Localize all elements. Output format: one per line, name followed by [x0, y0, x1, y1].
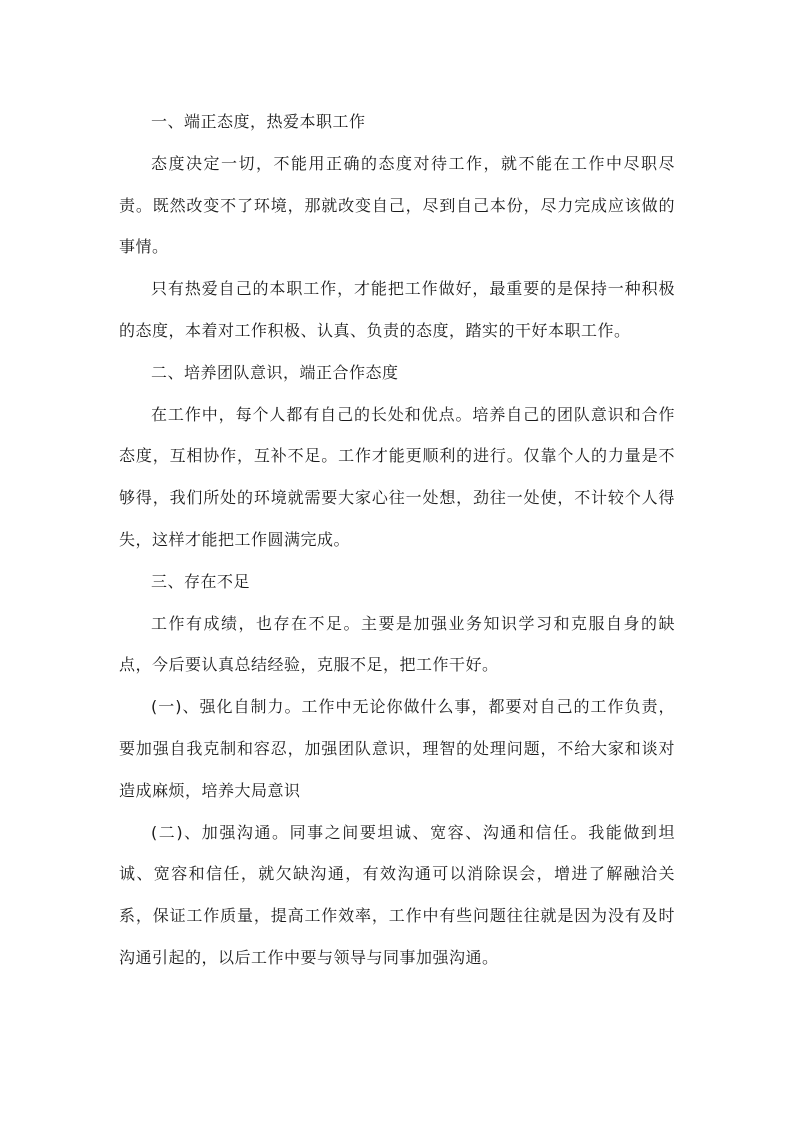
- document-body: [119, 101, 675, 979]
- section-heading-3: 三、存在不足: [151, 571, 251, 591]
- paragraph-6: (二)、加强沟通。同事之间要坦诚、宽容、沟通和信任。我能做到坦诚、宽容和信任，就欠缺沟通，有效沟通可以消除误会，增进了解融洽关系，保证工作质量，提高工作效率，工作中有些问题往往就是因为没有及时沟通引起的，以后工作中要与领导与同事加强沟通。: [119, 822, 675, 967]
- paragraph-5: (一)、强化自制力。工作中无论你做什么事，都要对自己的工作负责，要加强自我克制和容忍，加强团队意识，理智的处理问题，不给大家和谈对造成麻烦，培养大局意识: [119, 697, 675, 800]
- paragraph-4: 工作有成绩，也存在不足。主要是加强业务知识学习和克服自身的缺点，今后要认真总结经验，克服不足，把工作干好。: [119, 613, 675, 675]
- section-heading-1: 一、端正态度，热爱本职工作: [151, 112, 366, 131]
- section-heading-2: 二、培养团队意识，端正合作态度: [151, 362, 399, 382]
- paragraph-2: 只有热爱自己的本职工作，才能把工作做好，最重要的是保持一种积极的态度，本着对工作积极、认真、负责的态度，踏实的干好本职工作。: [119, 279, 675, 340]
- paragraph-3: 在工作中，每个人都有自己的长处和优点。培养自己的团队意识和合作态度，互相协作，互补不足。工作才能更顺利的进行。仅靠个人的力量是不够得，我们所处的环境就需要大家心往一处想，劲往一处使，不计较个人得失，这样才能把工作圆满完成。: [119, 404, 675, 549]
- paragraph-1: 态度决定一切，不能用正确的态度对待工作，就不能在工作中尽职尽责。既然改变不了环境，那就改变自己，尽到自己本份，尽力完成应该做的事情。: [119, 153, 675, 257]
